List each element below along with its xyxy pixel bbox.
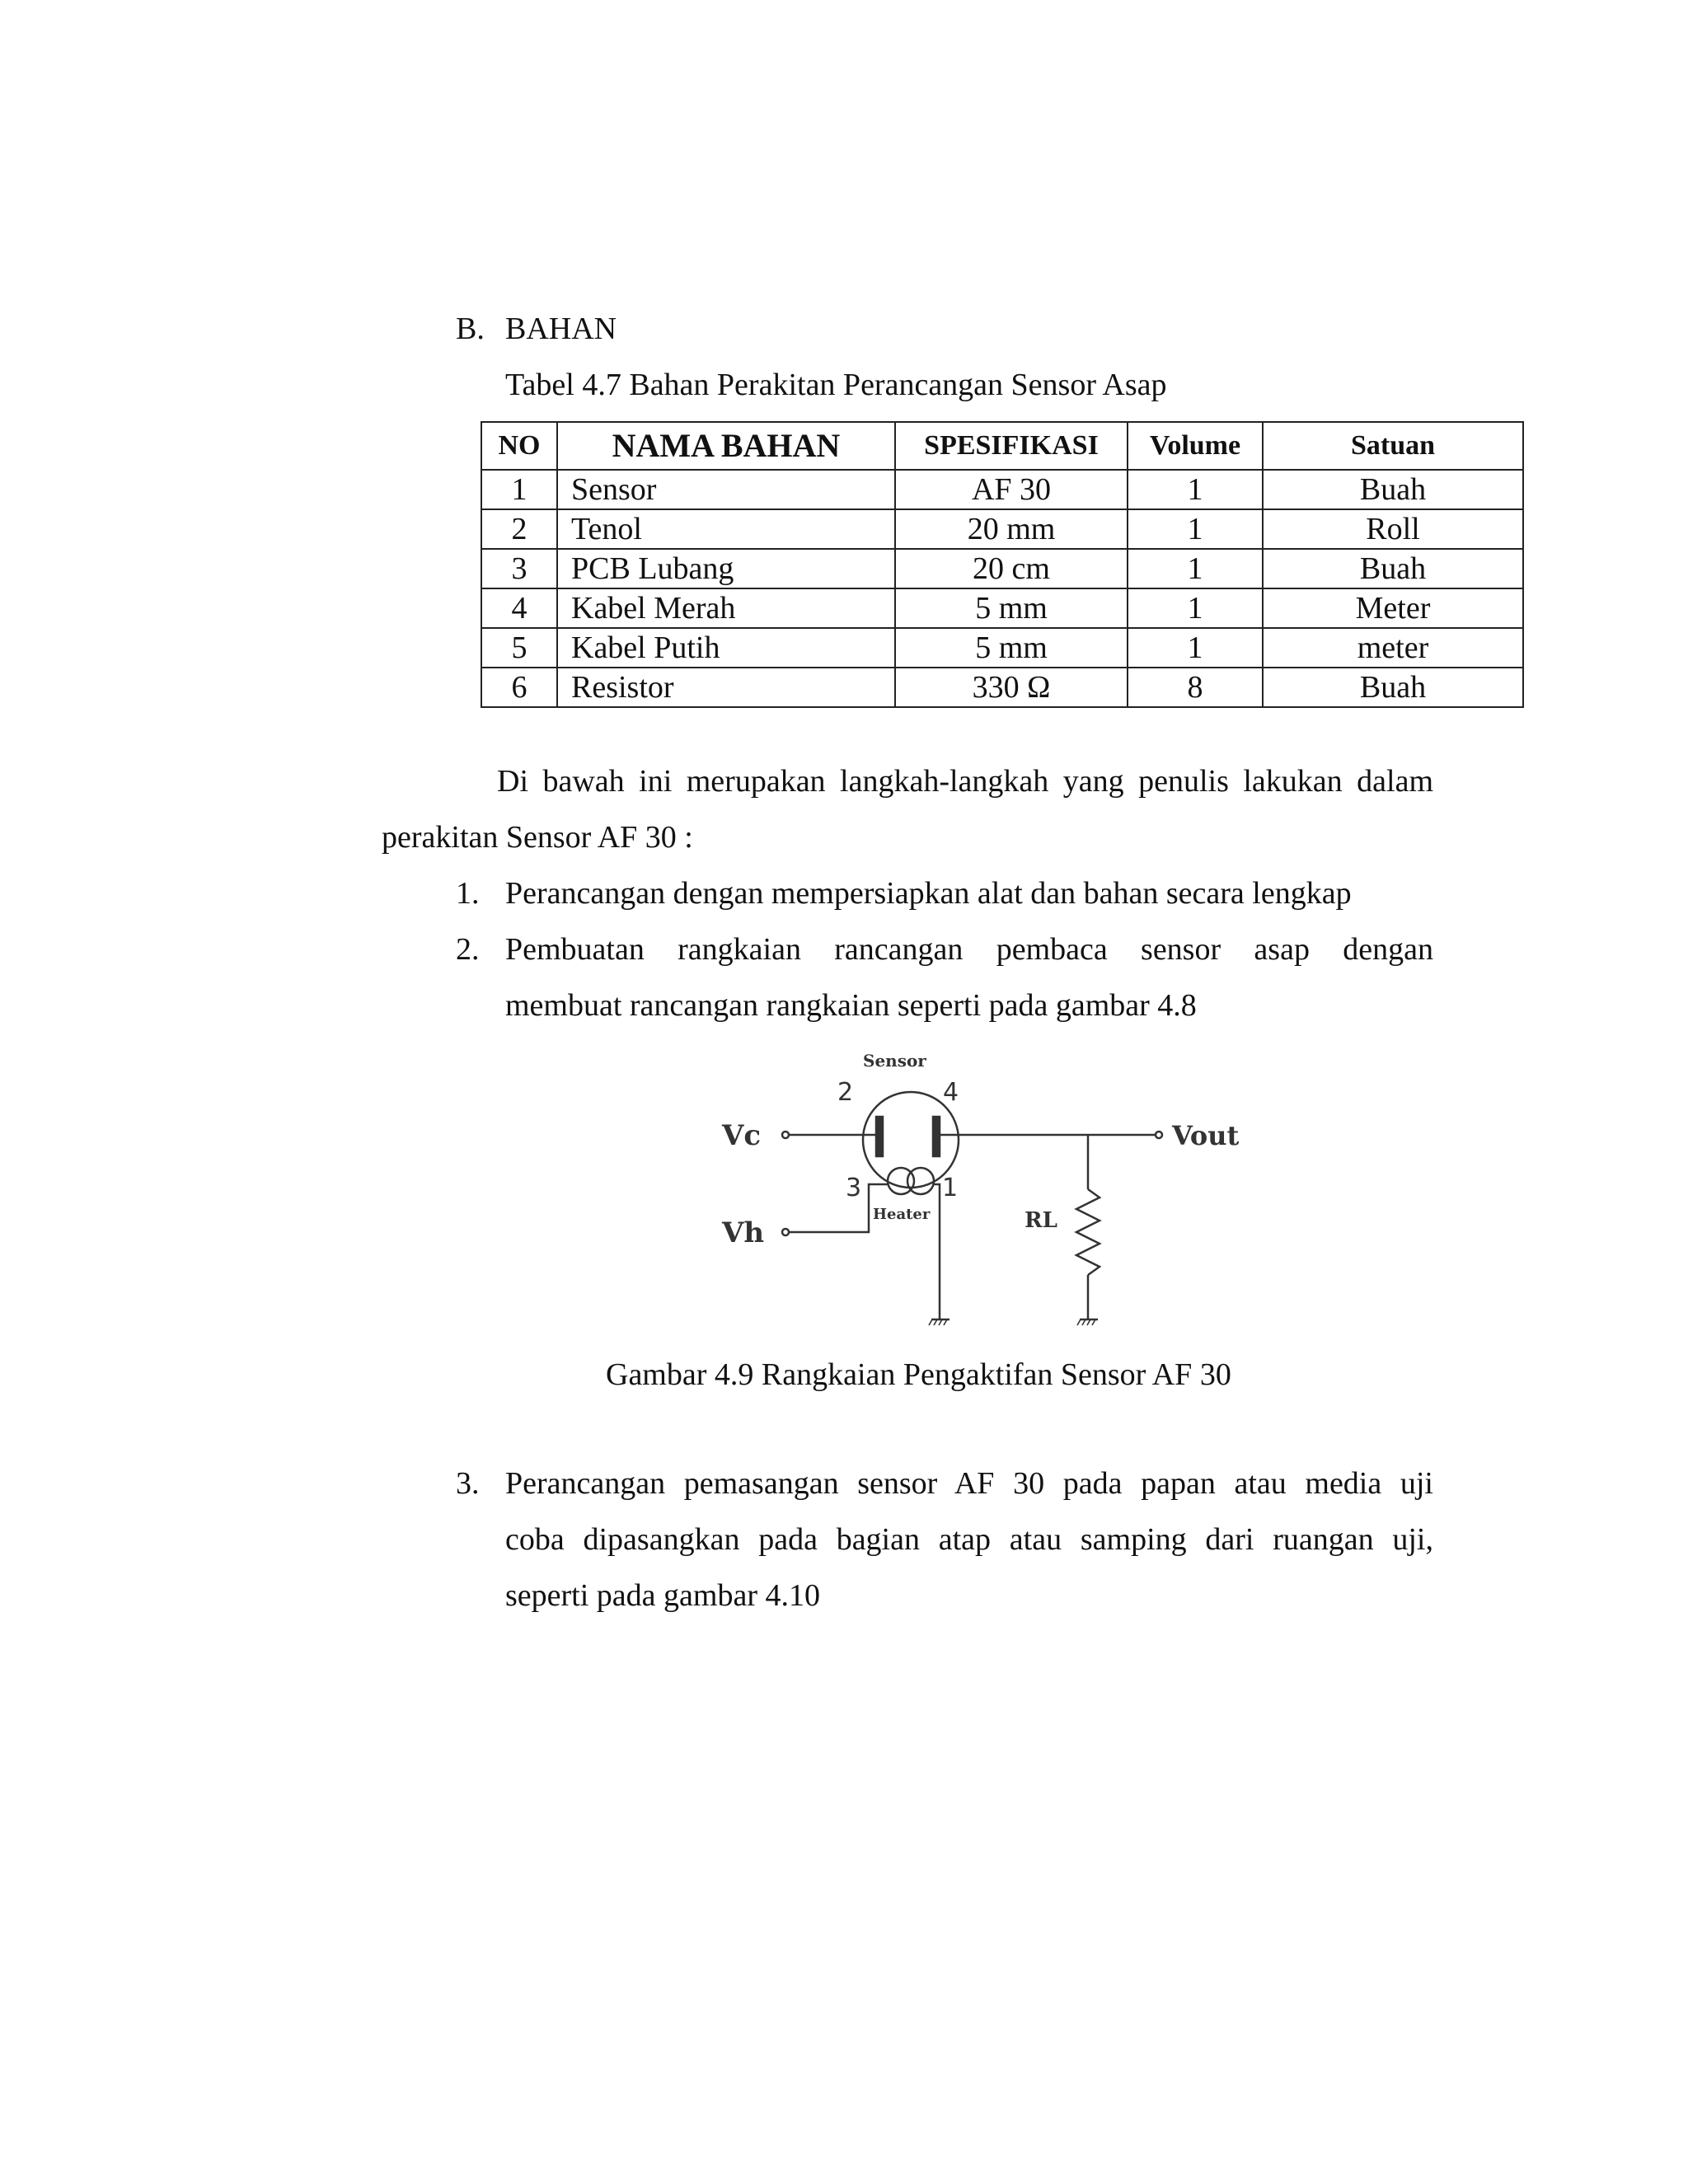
- cell-satuan: meter: [1263, 628, 1523, 668]
- header-volume: Volume: [1128, 422, 1263, 470]
- electrode-left: [876, 1117, 883, 1156]
- step-3-line-3: seperti pada gambar 4.10: [505, 1578, 820, 1613]
- table-row: [481, 668, 1523, 707]
- vout-terminal: [1156, 1132, 1162, 1138]
- figure-caption: Gambar 4.9 Rangkaian Pengaktifan Sensor AF 30: [606, 1357, 1231, 1392]
- electrode-right: [933, 1117, 940, 1156]
- cell-volume: 1: [1128, 588, 1263, 628]
- section-number: B.: [456, 312, 485, 346]
- step-number-1: 1.: [456, 876, 480, 911]
- pin-2-label: 2: [837, 1078, 854, 1107]
- cell-spesifikasi: 5 mm: [895, 628, 1128, 668]
- cell-volume: 1: [1128, 628, 1263, 668]
- cell-spesifikasi: 20 mm: [895, 509, 1128, 549]
- cell-nama: PCB Lubang: [557, 549, 895, 588]
- sensor-circuit-diagram: [709, 1043, 1253, 1339]
- step-3-line-2-wrap: [505, 1521, 1433, 1558]
- cell-volume: 1: [1128, 549, 1263, 588]
- step-3-line-1-wrap: [505, 1465, 1433, 1502]
- cell-satuan: Buah: [1263, 470, 1523, 509]
- cell-satuan: Buah: [1263, 668, 1523, 707]
- vh-terminal: [782, 1229, 789, 1235]
- header-nama-bahan: NAMA BAHAN: [557, 422, 895, 470]
- intro-line-2: perakitan Sensor AF 30 :: [382, 820, 693, 855]
- step-2-line-1: Pembuatan rangkaian rancangan pembaca sensor asap dengan: [505, 932, 1433, 967]
- pin-4-label: 4: [943, 1078, 959, 1107]
- header-spesifikasi: SPESIFIKASI: [895, 422, 1128, 470]
- vout-label: Vout: [1172, 1120, 1240, 1151]
- cell-volume: 8: [1128, 668, 1263, 707]
- cell-spesifikasi: 330 Ω: [895, 668, 1128, 707]
- cell-nama: Sensor: [557, 470, 895, 509]
- cell-volume: 1: [1128, 470, 1263, 509]
- table-row: [481, 588, 1523, 628]
- materials-table: [481, 421, 1524, 708]
- cell-nama: Kabel Putih: [557, 628, 895, 668]
- pin-1-label: 1: [942, 1174, 959, 1202]
- cell-satuan: Meter: [1263, 588, 1523, 628]
- header-satuan: Satuan: [1263, 422, 1523, 470]
- table-row: [481, 509, 1523, 549]
- cell-spesifikasi: 20 cm: [895, 549, 1128, 588]
- step-3-line-1: Perancangan pemasangan sensor AF 30 pada papan atau media uji: [505, 1466, 1433, 1501]
- cell-no: 6: [481, 668, 557, 707]
- intro-text-1: Di bawah ini merupakan langkah-langkah yang penulis lakukan dalam: [497, 764, 1433, 799]
- sensor-label: Sensor: [863, 1051, 926, 1071]
- step-number-3: 3.: [456, 1466, 480, 1501]
- vh-label: Vh: [722, 1216, 765, 1249]
- cell-no: 4: [481, 588, 557, 628]
- table-caption: Tabel 4.7 Bahan Perakitan Perancangan Sensor Asap: [505, 368, 1167, 402]
- cell-nama: Resistor: [557, 668, 895, 707]
- step-2-line-1-wrap: [505, 930, 1433, 968]
- cell-nama: Kabel Merah: [557, 588, 895, 628]
- cell-no: 2: [481, 509, 557, 549]
- cell-satuan: Roll: [1263, 509, 1523, 549]
- rl-resistor: [1076, 1189, 1100, 1275]
- section-title: BAHAN: [505, 312, 617, 346]
- cell-nama: Tenol: [557, 509, 895, 549]
- intro-line-1: [497, 762, 1433, 800]
- cell-satuan: Buah: [1263, 549, 1523, 588]
- step-2-line-2: membuat rancangan rangkaian seperti pada gambar 4.8: [505, 988, 1197, 1023]
- heater-ground-wire: [934, 1184, 940, 1319]
- step-3-line-2: coba dipasangkan pada bagian atap atau samping dari ruangan uji,: [505, 1522, 1433, 1557]
- step-number-2: 2.: [456, 932, 480, 967]
- vc-terminal: [782, 1132, 789, 1138]
- table-row: [481, 470, 1523, 509]
- vc-label: Vc: [722, 1119, 762, 1152]
- cell-no: 3: [481, 549, 557, 588]
- table-row: [481, 628, 1523, 668]
- cell-volume: 1: [1128, 509, 1263, 549]
- pin-3-label: 3: [846, 1174, 862, 1202]
- rl-label: RL: [1025, 1208, 1057, 1233]
- table-header-row: [481, 422, 1523, 470]
- header-no: NO: [481, 422, 557, 470]
- table-row: [481, 549, 1523, 588]
- heater-coil-right: [907, 1168, 934, 1194]
- cell-spesifikasi: AF 30: [895, 470, 1128, 509]
- cell-spesifikasi: 5 mm: [895, 588, 1128, 628]
- cell-no: 5: [481, 628, 557, 668]
- heater-label: Heater: [873, 1206, 931, 1223]
- cell-no: 1: [481, 470, 557, 509]
- step-1-line-1: Perancangan dengan mempersiapkan alat dan bahan secara lengkap: [505, 876, 1352, 911]
